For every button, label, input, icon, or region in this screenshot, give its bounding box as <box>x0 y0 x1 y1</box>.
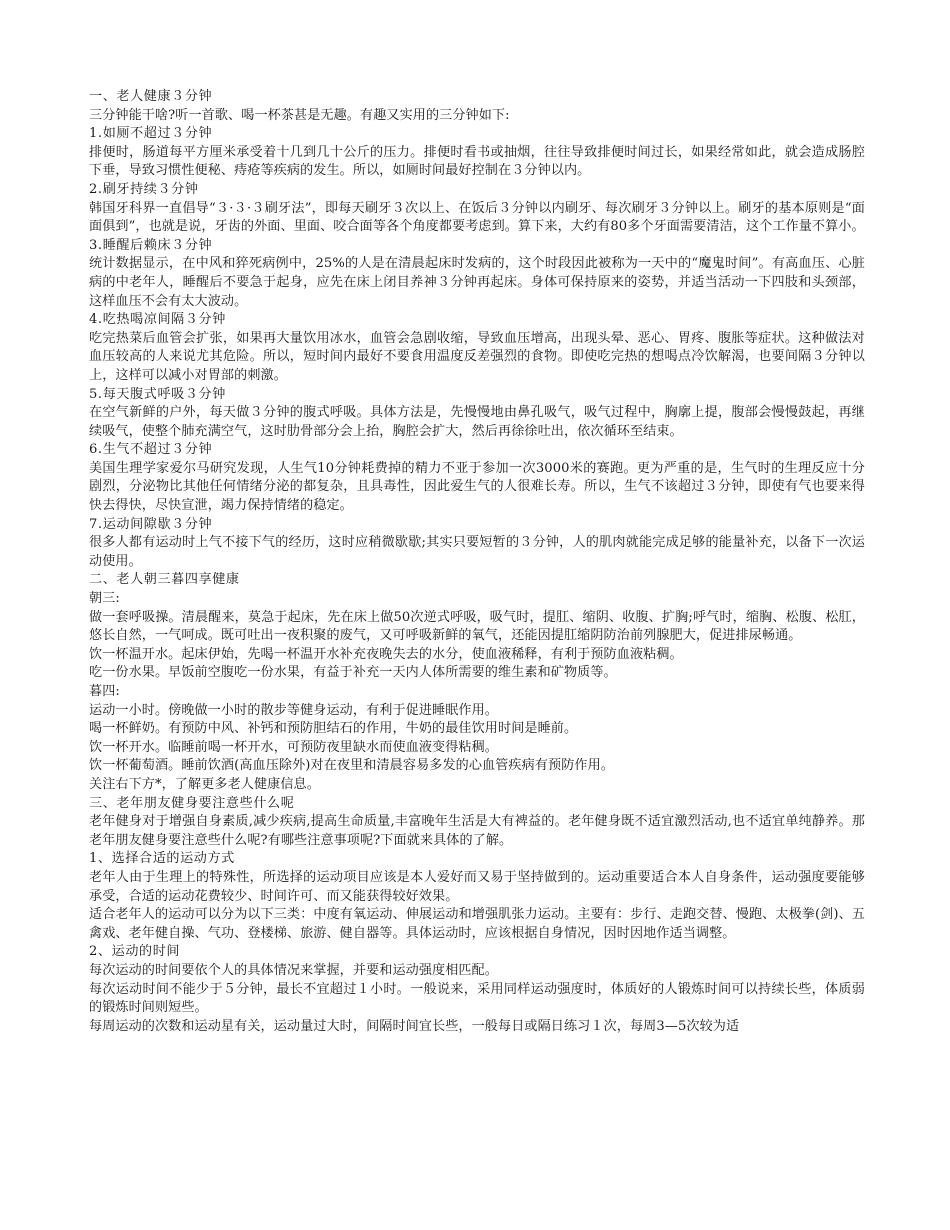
paragraph: 适合老年人的运动可以分为以下三类：中度有氧运动、伸展运动和增强肌张力运动。主要有：步行、走跑交替、慢跑、太极拳(剑)、五禽戏、老年健自操、气功、登楼梯、旅游、健自器等。具体运动时，应该根据自身情况，因时因地作适当调整。 <box>89 907 865 941</box>
document-page <box>89 88 865 1036</box>
paragraph: 美国生理学家爱尔马研究发现，人生气10分钟耗费掉的精力不亚于参加一次3000米的赛跑。更为严重的是，生气时的生理反应十分剧烈，分泌物比其他任何情绪分泌的都复杂，且具毒性，因此爱生气的人很难长寿。所以，生气不该超过３分钟，即使有气也要来得快去得快，尽快宣泄，竭力保持情绪的稳定。 <box>89 460 865 514</box>
paragraph: 运动一小时。傍晚做一小时的散步等健身运动，有利于促进睡眠作用。 <box>89 702 499 718</box>
subsection-heading: 1.如厕不超过３分钟 <box>89 126 213 142</box>
subsection-heading: 2、运动的时间 <box>89 944 181 960</box>
paragraph: 三分钟能干啥?听一首歌、喝一杯茶甚是无趣。有趣又实用的三分钟如下: <box>89 107 510 123</box>
paragraph: 饮一杯开水。临睡前喝一杯开水，可预防夜里缺水而使血液变得粘稠。 <box>89 739 499 755</box>
paragraph: 每次运动时间不能少于５分钟，最长不宜超过１小时。一般说来，采用同样运动强度时，体质好的人锻炼时间可以持续长些，体质弱的锻炼时间则短些。 <box>89 981 865 1016</box>
paragraph: 在空气新鲜的户外，每天做３分钟的腹式呼吸。具体方法是，先慢慢地由鼻孔吸气，吸气过程中，胸廓上提，腹部会慢慢鼓起，再继续吸气，使整个肺充满空气，这时肋骨部分会上抬，胸腔会扩大，然后再徐徐吐出，依次循环至结束。 <box>89 405 865 439</box>
paragraph: 老年健身对于增强自身素质,减少疾病,提高生命质量,丰富晚年生活是大有裨益的。老年健身既不适宜激烈活动,也不适宜单纯静养。那老年朋友健身要注意些什么呢?有哪些注意事项呢?下面就来具体的了解。 <box>89 814 865 848</box>
subsection-heading: 4.吃热喝凉间隔３分钟 <box>89 312 226 328</box>
paragraph: 朝三: <box>89 591 120 607</box>
paragraph: 喝一杯鲜奶。有预防中风、补钙和预防胆结石的作用，牛奶的最佳饮用时间是睡前。 <box>89 721 578 737</box>
paragraph: 很多人都有运动时上气不接下气的经历，这时应稍微歇歇;其实只要短暂的３分钟，人的肌肉就能完成足够的能量补充，以备下一次运动使用。 <box>89 535 865 569</box>
section-heading: 一、老人健康３分钟 <box>89 89 213 104</box>
subsection-heading: 3.睡醒后赖床３分钟 <box>89 237 213 253</box>
paragraph: 吃一份水果。早饭前空腹吃一份水果，有益于补充一天内人体所需要的维生素和矿物质等。 <box>89 665 617 681</box>
paragraph: 饮一杯葡萄酒。睡前饮酒(高血压除外)对在夜里和清晨容易多发的心血管疾病有预防作用。 <box>89 758 614 774</box>
paragraph: 做一套呼吸操。清晨醒来，莫急于起床，先在床上做50次逆式呼吸，吸气时，提肛、缩阴、收腹、扩胸;呼气时，缩胸、松腹、松肛，悠长自然，一气呵成。既可吐出一夜积聚的废气，又可呼吸新鲜的氧气，还能因提肛缩阴防治前列腺肥大，促进排尿畅通。 <box>89 609 865 644</box>
subsection-heading: 6.生气不超过３分钟 <box>89 442 213 458</box>
subsection-heading: 7.运动间隙歇３分钟 <box>89 516 213 532</box>
subsection-heading: 2.刷牙持续３分钟 <box>89 181 199 197</box>
paragraph: 统计数据显示，在中风和猝死病例中，25%的人是在清晨起床时发病的，这个时段因此被称为一天中的“魔鬼时间”。有高血压、心脏病的中老年人，睡醒后不要急于起身，应先在床上闭目养神３分钟再起床。身体可保持原来的姿势，并适当活动一下四肢和头颈部，这样血压不会有太大波动。 <box>89 256 865 309</box>
subsection-heading: 1、选择合适的运动方式 <box>89 851 235 867</box>
paragraph: 老年人由于生理上的特殊性，所选择的运动项目应该是本人爱好而又易于坚持做到的。运动重要适合本人自身条件，运动强度要能够承受，合适的运动花费较少、时间许可、而又能获得较好效果。 <box>89 869 865 904</box>
section-heading: 二、老人朝三暮四享健康 <box>89 572 240 588</box>
subsection-heading: 5.每天腹式呼吸３分钟 <box>89 386 226 402</box>
paragraph: 暮四: <box>89 684 120 699</box>
paragraph: 每次运动的时间要依个人的具体情况来掌握，并要和运动强度相匹配。 <box>89 962 499 978</box>
paragraph: 韩国牙科界一直倡导“３·３·３刷牙法”，即每天刷牙３次以上、在饭后３分钟以内刷牙、每次刷牙３分钟以上。刷牙的基本原则是“面面俱到”，也就是说，牙齿的外面、里面、咬合面等各个角度都要考虑到。算下来，大约有80多个牙面需要清洁，这个工作量不算小。 <box>89 200 865 235</box>
paragraph: 吃完热菜后血管会扩张，如果再大量饮用冰水，血管会急剧收缩，导致血压增高，出现头晕、恶心、胃疼、腹胀等症状。这种做法对血压较高的人来说尤其危险。所以，短时间内最好不要食用温度反差强烈的食物。即使吃完热的想喝点冷饮解渴，也要间隔３分钟以上，这样可以减小对胃部的刺激。 <box>89 330 865 383</box>
paragraph: 每周运动的次数和运动星有关，运动量过大时，间隔时间宜长些，一般每日或隔日练习１次，每周3—5次较为适 <box>89 1018 740 1034</box>
paragraph: 关注右下方*，了解更多老人健康信息。 <box>89 776 320 792</box>
paragraph: 排便时，肠道每平方厘米承受着十几到几十公斤的压力。排便时看书或抽烟，往往导致排便时间过长，如果经常如此，就会造成肠腔下垂，导致习惯性便秘、痔疮等疾病的发生。所以，如厕时间最好控制在３分钟以内。 <box>89 144 865 179</box>
paragraph: 饮一杯温开水。起床伊始，先喝一杯温开水补充夜晚失去的水分，使血液稀释，有利于预防血液粘稠。 <box>89 646 683 662</box>
section-heading: 三、老年朋友健身要注意些什么呢 <box>89 795 295 811</box>
